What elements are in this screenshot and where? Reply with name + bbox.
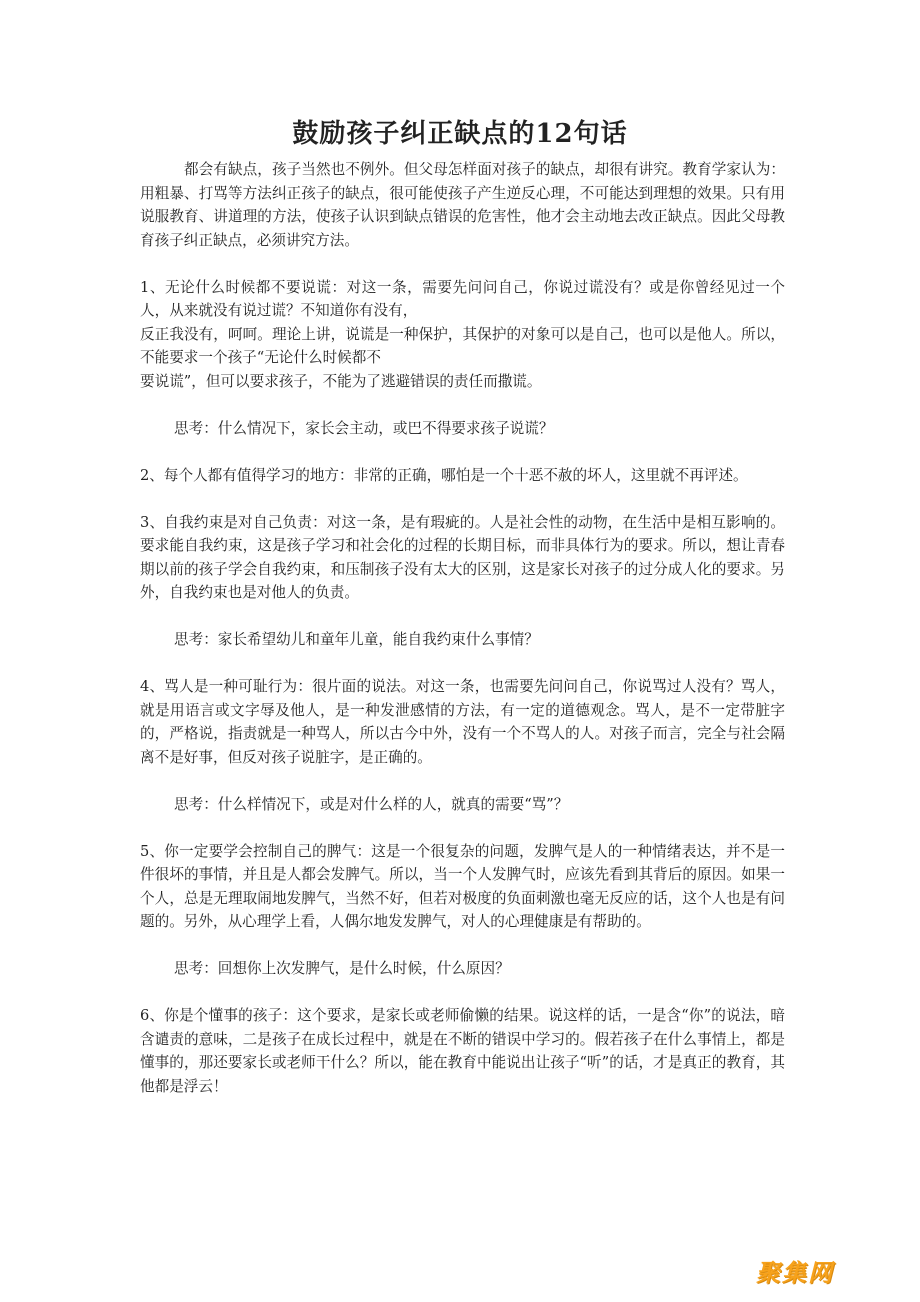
item-1-line-3: 要说谎”，但可以要求孩子，不能为了逃避错误的责任而撒谎。 [140,372,542,390]
spacer [140,440,785,464]
spacer [140,605,785,629]
spacer [140,934,785,958]
spacer [140,816,785,840]
item-5-paragraph: 5、你一定要学会控制自己的脾气：这是一个很复杂的问题，发脾气是人的一种情绪表达，并不是一件很坏的事情，并且是人都会发脾气。所以，当一个人发脾气时，应该先看到其背后的原因。如果一个人，总是无理取闹地发脾气，当然不好，但若对极度的负面刺激也毫无反应的话，这个人也是有问题的。另外，从心理学上看，人偶尔地发发脾气，对人的心理健康是有帮助的。 [140,842,785,930]
spacer [140,487,785,511]
item-2-paragraph: 2、每个人都有值得学习的地方：非常的正确，哪怕是一个十恶不赦的坏人，这里就不再评述。 [140,466,748,484]
intro-paragraph: 都会有缺点，孩子当然也不例外。但父母怎样面对孩子的缺点，却很有讲究。教育学家认为：用粗暴、打骂等方法纠正孩子的缺点，很可能使孩子产生逆反心理，不可能达到理想的效果。只有用说服教育、讲道理的方法，使孩子认识到缺点错误的危害性，他才会主动地去改正缺点。因此父母教育孩子纠正缺点，必须讲究方法。 [140,161,785,249]
spacer [140,769,785,793]
item-1-line-1: 1、无论什么时候都不要说谎：对这一条，需要先问问自己，你说过谎没有？或是你曾经见过一个人，从来就没有说过谎？不知道你有没有， [140,278,785,319]
document-title: 鼓励孩子纠正缺点的12句话 [292,119,628,149]
document-body [140,158,785,1098]
watermark-logo: 聚集网 [756,1259,834,1287]
item-4-think: 思考：什么样情况下，或是对什么样的人，就真的需要“骂”？ [174,795,569,813]
spacer [140,252,785,276]
spacer [140,981,785,1005]
item-1-think: 思考：什么情况下，家长会主动，或巴不得要求孩子说谎？ [174,419,554,437]
item-6-paragraph: 6、你是个懂事的孩子：这个要求，是家长或老师偷懒的结果。说这样的话，一是含“你”的说法，暗含谴责的意味，二是孩子在成长过程中，就是在不断的错误中学习的。假若孩子在什么事情上，都是懂事的，那还要家长或老师干什么？所以，能在教育中能说出让孩子“听”的话，才是真正的教育，其他都是浮云！ [140,1007,785,1095]
spacer [140,393,785,417]
item-3-paragraph: 3、自我约束是对自己负责：对这一条，是有瑕疵的。人是社会性的动物，在生活中是相互影响的。要求能自我约束，这是孩子学习和社会化的过程的长期目标，而非具体行为的要求。所以，想让青春期以前的孩子学会自我约束，和压制孩子没有太大的区别，这是家长对孩子的过分成人化的要求。另外，自我约束也是对他人的负责。 [140,513,785,601]
spacer [140,652,785,676]
item-3-think: 思考：家长希望幼儿和童年儿童，能自我约束什么事情？ [174,631,539,648]
item-4-paragraph: 4、骂人是一种可耻行为：很片面的说法。对这一条，也需要先问问自己，你说骂过人没有？骂人，就是用语言或文字辱及他人，是一种发泄感情的方法，有一定的道德观念。骂人，是不一定带脏字的，严格说，指责就是一种骂人，所以古今中外，没有一个不骂人的人。对孩子而言，完全与社会隔离不是好事，但反对孩子说脏字，是正确的。 [140,678,785,766]
item-1-line-2: 反正我没有，呵呵。理论上讲，说谎是一种保护，其保护的对象可以是自己，也可以是他人。所以，不能要求一个孩子“无论什么时候都不 [140,325,785,366]
item-5-think: 思考：回想你上次发脾气，是什么时候，什么原因？ [174,960,510,977]
